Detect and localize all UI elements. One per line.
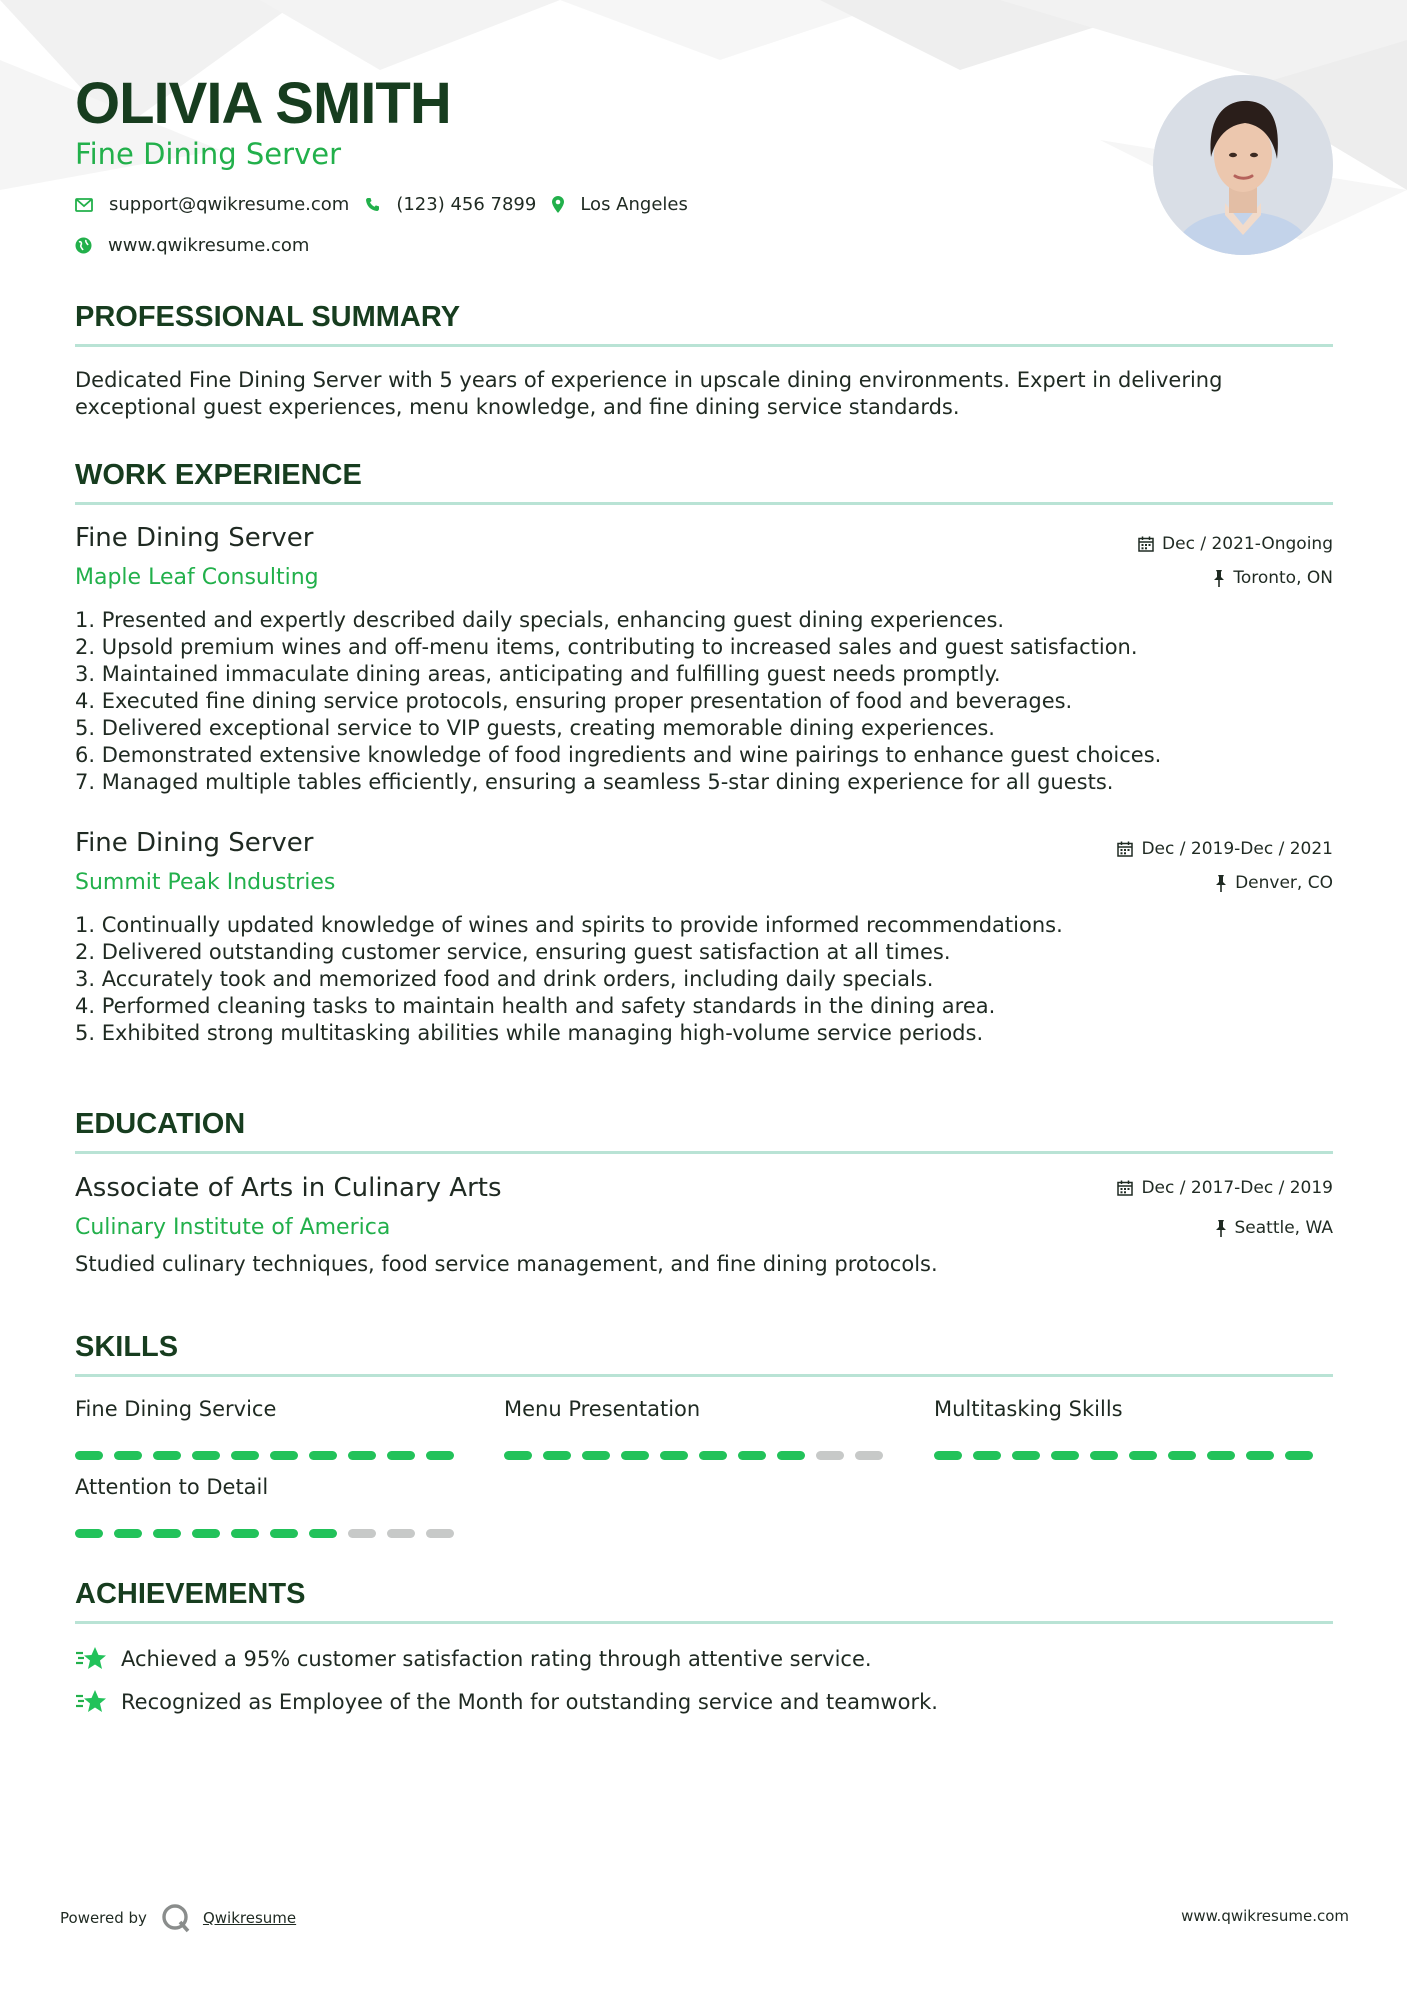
footer-website[interactable]: www.qwikresume.com — [1181, 1907, 1349, 1925]
rating-dot-filled — [270, 1529, 298, 1538]
rating-dot-filled — [1285, 1451, 1313, 1460]
phone-contact[interactable] — [365, 194, 536, 215]
phone-icon — [365, 197, 380, 212]
job-location — [1213, 568, 1333, 588]
calendar-icon — [1117, 1180, 1133, 1196]
rating-dot-filled — [1090, 1451, 1118, 1460]
powered-by-text: Powered by — [60, 1909, 147, 1927]
job-title: Fine Dining Server — [75, 828, 314, 858]
summary-line-2: exceptional guest experiences, menu knowledge, and fine dining service standards. — [75, 395, 960, 419]
rating-dot-filled — [153, 1529, 181, 1538]
skills-divider — [75, 1374, 1333, 1377]
website-text: www.qwikresume.com — [108, 235, 310, 256]
skill-name: Multitasking Skills — [934, 1397, 1123, 1421]
achievement-item — [75, 1688, 938, 1716]
list-item: 6. Demonstrated extensive knowledge of food ingredients and wine pairings to enhance guest choices. — [75, 743, 1162, 767]
skill-rating — [504, 1451, 894, 1460]
calendar-icon — [1117, 841, 1133, 857]
summary-heading: PROFESSIONAL SUMMARY — [75, 301, 461, 333]
job-location-text: Denver, CO — [1235, 873, 1333, 893]
skill-name: Attention to Detail — [75, 1475, 269, 1499]
rating-dot-filled — [1051, 1451, 1079, 1460]
skill-rating — [75, 1529, 465, 1538]
skill-rating — [934, 1451, 1324, 1460]
location-text: Los Angeles — [580, 194, 688, 215]
rating-dot-filled — [75, 1529, 103, 1538]
map-pin-icon — [552, 196, 564, 213]
rating-dot-filled — [1012, 1451, 1040, 1460]
experience-heading: WORK EXPERIENCE — [75, 459, 362, 491]
skill-name: Fine Dining Service — [75, 1397, 277, 1421]
list-item: 2. Upsold premium wines and off-menu items, contributing to increased sales and guest satisfaction. — [75, 635, 1138, 659]
achievements-divider — [75, 1621, 1333, 1624]
rating-dot-filled — [504, 1451, 532, 1460]
rating-dot-filled — [309, 1529, 337, 1538]
calendar-icon — [1138, 536, 1154, 552]
education-location-text: Seattle, WA — [1234, 1218, 1333, 1238]
rating-dot-filled — [114, 1529, 142, 1538]
summary-text — [75, 367, 1333, 421]
rating-dot-empty — [348, 1529, 376, 1538]
company-name: Summit Peak Industries — [75, 870, 336, 895]
rating-dot-filled — [1207, 1451, 1235, 1460]
list-item: 1. Presented and expertly described daily specials, enhancing guest dining experiences. — [75, 608, 1005, 632]
pushpin-icon — [1213, 570, 1225, 587]
email-contact[interactable] — [75, 194, 349, 215]
rating-dot-filled — [582, 1451, 610, 1460]
rating-dot-filled — [153, 1451, 181, 1460]
list-item: 1. Continually updated knowledge of wines and spirits to provide informed recommendations. — [75, 913, 1063, 937]
skill-item — [75, 1475, 268, 1499]
rating-dot-filled — [1129, 1451, 1157, 1460]
rating-dot-filled — [192, 1451, 220, 1460]
envelope-icon — [75, 198, 93, 212]
rating-dot-filled — [309, 1451, 337, 1460]
list-item: 4. Performed cleaning tasks to maintain health and safety standards in the dining area. — [75, 994, 996, 1018]
qwikresume-logo-icon — [161, 1903, 191, 1933]
skill-name: Menu Presentation — [504, 1397, 701, 1421]
job-responsibilities — [75, 607, 1333, 796]
rating-dot-filled — [426, 1451, 454, 1460]
skills-heading: SKILLS — [75, 1331, 179, 1363]
profile-photo — [1153, 75, 1333, 255]
list-item: 2. Delivered outstanding customer service, ensuring guest satisfaction at all times. — [75, 940, 951, 964]
achievement-text: Achieved a 95% customer satisfaction rating through attentive service. — [121, 1647, 872, 1671]
rating-dot-filled — [192, 1529, 220, 1538]
rating-dot-filled — [231, 1451, 259, 1460]
skill-item — [504, 1397, 700, 1421]
rating-dot-empty — [387, 1529, 415, 1538]
rating-dot-filled — [114, 1451, 142, 1460]
rating-dot-filled — [348, 1451, 376, 1460]
experience-divider — [75, 502, 1333, 505]
rating-dot-filled — [660, 1451, 688, 1460]
pushpin-icon — [1215, 1220, 1227, 1237]
rating-dot-filled — [699, 1451, 727, 1460]
education-location — [1215, 1218, 1334, 1238]
job-dates-text: Dec / 2019-Dec / 2021 — [1141, 839, 1333, 859]
rating-dot-empty — [816, 1451, 844, 1460]
rating-dot-empty — [426, 1529, 454, 1538]
job-dates-text: Dec / 2021-Ongoing — [1162, 534, 1333, 554]
job-title: Fine Dining Server — [75, 523, 314, 553]
rating-dot-filled — [270, 1451, 298, 1460]
list-item: 3. Accurately took and memorized food and drink orders, including daily specials. — [75, 967, 934, 991]
list-item: 3. Maintained immaculate dining areas, anticipating and fulfilling guest needs promptly. — [75, 662, 1001, 686]
website-contact[interactable] — [75, 235, 309, 256]
globe-icon — [75, 237, 92, 254]
rating-dot-filled — [1168, 1451, 1196, 1460]
rating-dot-filled — [777, 1451, 805, 1460]
job-dates — [1138, 534, 1333, 554]
rating-dot-filled — [621, 1451, 649, 1460]
list-item: 5. Delivered exceptional service to VIP guests, creating memorable dining experiences. — [75, 716, 995, 740]
rating-dot-filled — [387, 1451, 415, 1460]
education-dates-text: Dec / 2017-Dec / 2019 — [1141, 1178, 1333, 1198]
summary-divider — [75, 344, 1333, 347]
contact-row-secondary — [75, 235, 325, 256]
job-location-text: Toronto, ON — [1233, 568, 1333, 588]
list-item: 7. Managed multiple tables efficiently, ensuring a seamless 5-star dining experience for all guests. — [75, 770, 1114, 794]
skill-rating — [75, 1451, 465, 1460]
achievement-text: Recognized as Employee of the Month for outstanding service and teamwork. — [121, 1690, 938, 1714]
education-dates — [1117, 1178, 1333, 1198]
rating-dot-filled — [973, 1451, 1001, 1460]
star-badge-icon — [75, 1688, 107, 1716]
phone-text: (123) 456 7899 — [396, 194, 537, 215]
rating-dot-filled — [1246, 1451, 1274, 1460]
qwikresume-link[interactable]: Qwikresume — [202, 1909, 297, 1927]
person-portrait-icon — [1153, 75, 1333, 255]
location-contact — [552, 194, 688, 215]
rating-dot-filled — [543, 1451, 571, 1460]
summary-line-1: Dedicated Fine Dining Server with 5 years of experience in upscale dining environments. Expert in delivering — [75, 368, 1223, 392]
rating-dot-filled — [934, 1451, 962, 1460]
rating-dot-filled — [75, 1451, 103, 1460]
achievement-item — [75, 1645, 872, 1673]
footer-powered-by — [60, 1903, 296, 1933]
candidate-name: OLIVIA SMITH — [75, 71, 451, 136]
pushpin-icon — [1215, 875, 1227, 892]
education-description: Studied culinary techniques, food service management, and fine dining protocols. — [75, 1252, 938, 1276]
education-divider — [75, 1151, 1333, 1154]
list-item: 5. Exhibited strong multitasking abilities while managing high-volume service periods. — [75, 1021, 984, 1045]
rating-dot-filled — [231, 1529, 259, 1538]
candidate-role: Fine Dining Server — [75, 137, 341, 171]
list-item: 4. Executed fine dining service protocols, ensuring proper presentation of food and beverages. — [75, 689, 1073, 713]
contact-row-primary — [75, 194, 704, 215]
rating-dot-empty — [855, 1451, 883, 1460]
star-badge-icon — [75, 1645, 107, 1673]
company-name: Maple Leaf Consulting — [75, 565, 319, 590]
job-responsibilities — [75, 912, 1333, 1047]
job-location — [1215, 873, 1333, 893]
degree-title: Associate of Arts in Culinary Arts — [75, 1173, 502, 1203]
job-dates — [1117, 839, 1333, 859]
skill-item — [75, 1397, 276, 1421]
email-text: support@qwikresume.com — [109, 194, 350, 215]
rating-dot-filled — [738, 1451, 766, 1460]
school-name: Culinary Institute of America — [75, 1215, 391, 1240]
achievements-heading: ACHIEVEMENTS — [75, 1578, 306, 1610]
skill-item — [934, 1397, 1123, 1421]
education-heading: EDUCATION — [75, 1108, 246, 1140]
